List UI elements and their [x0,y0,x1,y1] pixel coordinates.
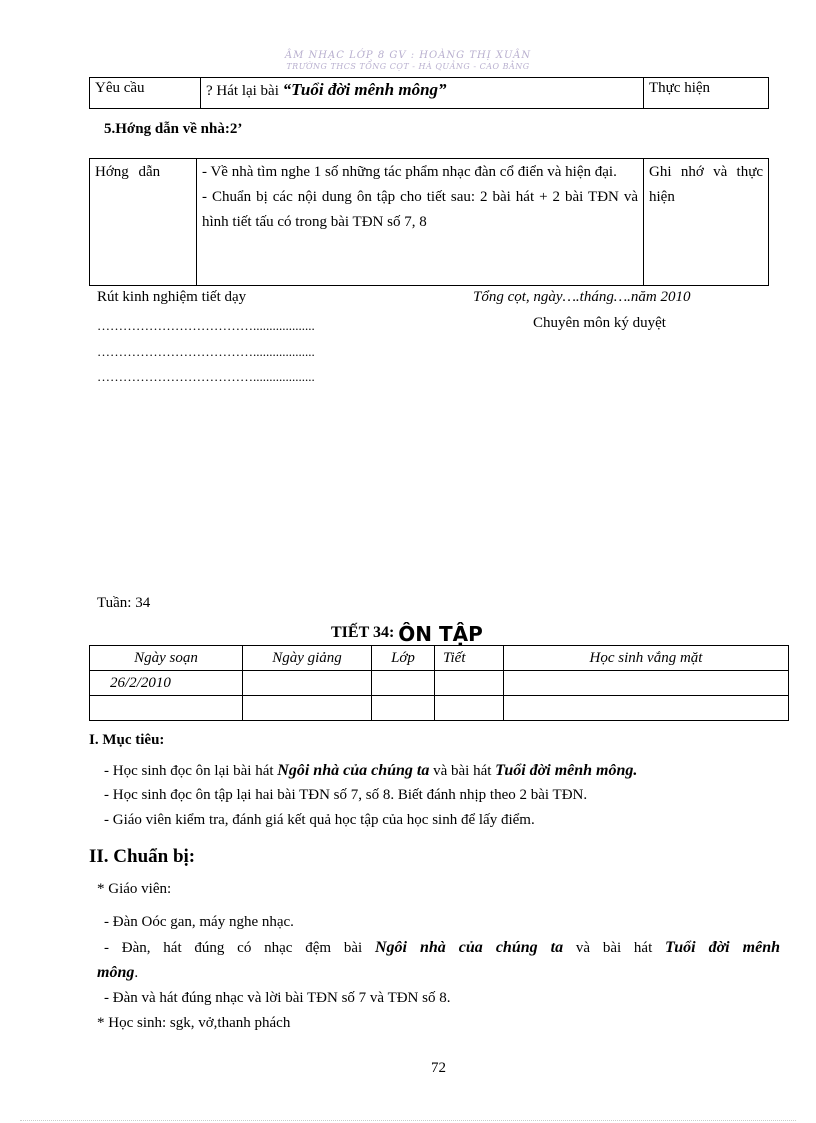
preparation-heading: II. Chuẩn bị: [89,846,196,867]
preparation-song-2b: mông [97,964,135,981]
schedule-cell [435,671,504,696]
request-content [201,78,644,109]
schedule-header: Ngày giảng [243,646,372,671]
schedule-cell [504,671,789,696]
schedule-cell [504,696,789,721]
page-number: 72 [431,1060,446,1076]
request-prefix: ? Hát lại bài [206,83,283,99]
homework-heading: 5.Hớng dẫn về nhà:2’ [104,121,243,137]
preparation-item-3: - Đàn và hát đúng nhạc và lời bài TĐN số 7 và TĐN số 8. [104,990,451,1006]
schedule-header: Tiết [435,646,504,671]
request-label: Yêu cầu [90,78,201,109]
homework-content [197,159,644,286]
objective-item-1-a: - Học sinh đọc ôn lại bài hát [104,763,278,779]
schedule-cell: 26/2/2010 [90,671,243,696]
objective-item-1-b: và bài hát [429,763,496,779]
homework-line2: - Chuẩn bị các nội dung ôn tập cho tiết sau: 2 bài hát + 2 bài TĐN và hình tiết tấu có trong bài TĐN số 7, 8 [202,189,638,230]
preparation-song-2a: Tuổi đời mênh [665,939,781,956]
preparation-song-1: Ngôi nhà của chúng ta [374,939,564,956]
objective-song-1: Ngôi nhà của chúng ta [277,762,430,779]
review-dots-1: ………………………………................... [97,318,315,333]
footer-rule [20,1120,796,1121]
objective-song-2: Tuổi đời mênh mông. [495,762,638,779]
preparation-students: * Học sinh: sgk, vở,thanh phách [97,1015,291,1031]
request-table [89,77,769,109]
schedule-cell [90,696,243,721]
schedule-row [90,696,789,721]
schedule-cell [372,671,435,696]
request-song: “Tuổi đời mênh mông” [282,80,447,99]
lesson-title [331,622,483,646]
review-dots-3: ………………………………................... [97,369,315,384]
homework-label: Hớng dẫn [90,159,197,286]
objective-item-3: - Giáo viên kiểm tra, đánh giá kết quả học tập của học sinh để lấy điểm. [104,812,535,828]
schedule-cell [435,696,504,721]
review-dots-2: ………………………………................... [97,344,315,359]
review-date: Tổng cọt, ngày….tháng….năm 2010 [473,289,691,305]
schedule-header-row [90,646,789,671]
schedule-table [89,645,789,721]
preparation-item-1: - Đàn Oóc gan, máy nghe nhạc. [104,914,294,930]
preparation-teacher: * Giáo viên: [97,881,172,897]
homework-line1: - Về nhà tìm nghe 1 số những tác phẩm nhạc đàn cổ điển và hiện đại. [202,164,617,180]
review-approval: Chuyên môn ký duyệt [533,315,666,331]
schedule-cell [243,696,372,721]
preparation-item-2-line1 [104,939,780,957]
preparation-item-2-line2 [97,964,138,982]
objectives-heading: I. Mục tiêu: [89,732,165,748]
preparation-item-2-end: . [134,965,139,981]
homework-action: Ghi nhớ và thực hiện [644,159,769,286]
schedule-row [90,671,789,696]
objective-item-1 [104,762,637,780]
request-action: Thực hiện [644,78,769,109]
schedule-cell [243,671,372,696]
lesson-title-name: ÔN TẬP [398,622,483,646]
review-label: Rút kinh nghiệm tiết dạy [97,289,247,305]
lesson-title-prefix: TIẾT 34: [331,624,395,641]
homework-table [89,158,769,286]
preparation-item-2-b: và bài hát [563,940,666,956]
objective-item-2: - Học sinh đọc ôn tập lại hai bài TĐN số 7, số 8. Biết đánh nhịp theo 2 bài TĐN. [104,787,588,803]
page-header-line1: ÂM NHẠC LỚP 8 GV : HOÀNG THỊ XUÂN [284,50,532,61]
week-label: Tuần: 34 [97,595,151,611]
schedule-cell [372,696,435,721]
schedule-header: Ngày soạn [90,646,243,671]
schedule-header: Học sinh vắng mặt [504,646,789,671]
schedule-header: Lớp [372,646,435,671]
preparation-item-2-a: - Đàn, hát đúng có nhạc đệm bài [104,940,375,956]
page-header-line2: TRƯỜNG THCS TỔNG CỌT - HÀ QUẢNG - CAO BẰNG [286,62,530,71]
